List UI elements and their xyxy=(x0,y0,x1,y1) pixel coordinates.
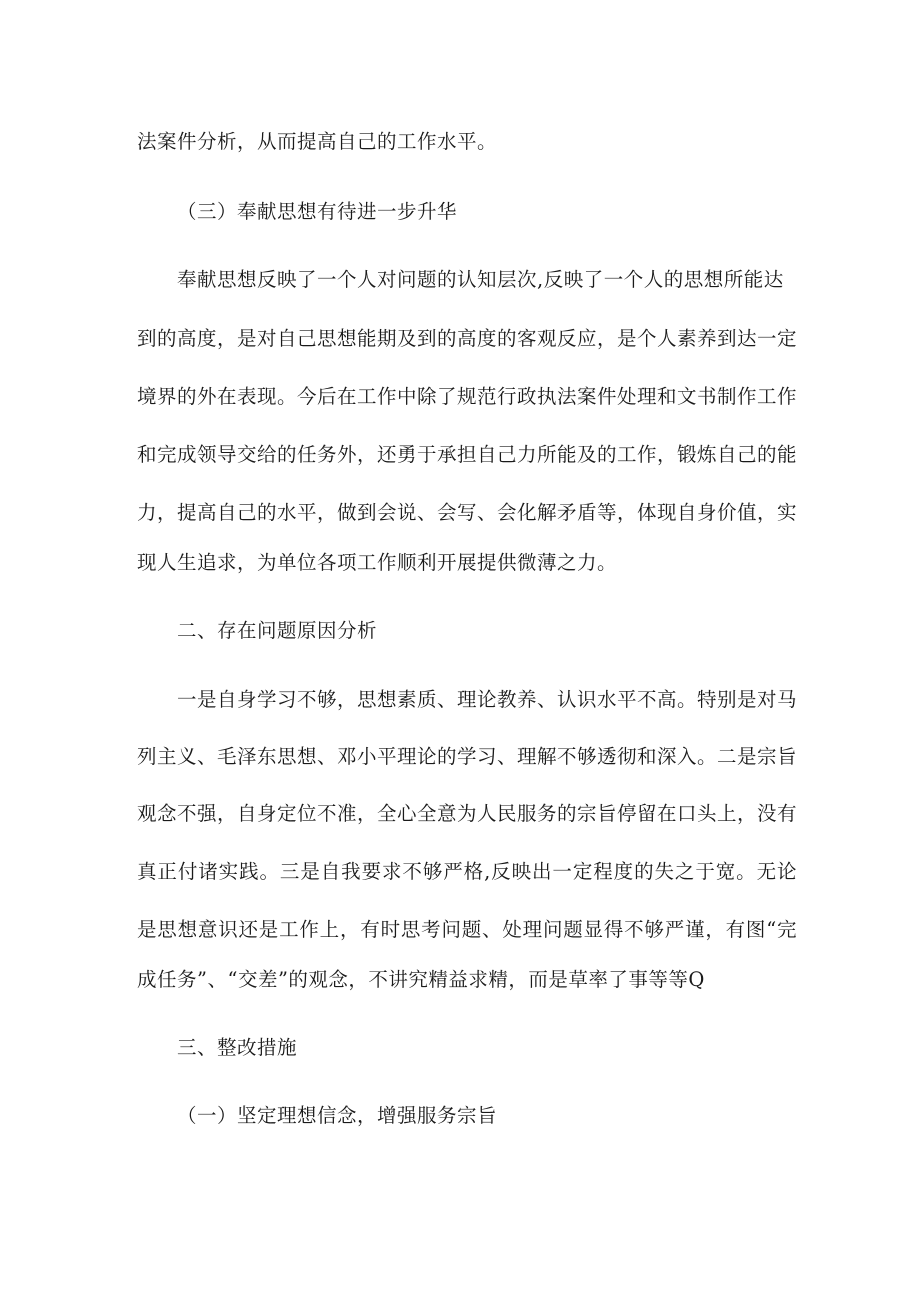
paragraph-line: 列主义、毛泽东思想、邓小平理论的学习、理解不够透彻和深入。二是宗旨 xyxy=(137,745,798,768)
paragraph-line: 境界的外在表现。今后在工作中除了规范行政执法案件处理和文书制作工作 xyxy=(137,385,798,408)
section-heading: 三、整改措施 xyxy=(177,1036,298,1059)
paragraph-line: 力，提高自己的水平，做到会说、会写、会化解矛盾等，体现自身价值，实 xyxy=(137,501,798,524)
paragraph-line: 成任务”、“交差”的观念，不讲究精益求精，而是草率了事等等Q xyxy=(137,968,705,991)
paragraph-line: 观念不强，自身定位不准，全心全意为人民服务的宗旨停留在口头上，没有 xyxy=(137,802,798,825)
section-heading: （三）奉献思想有待进一步升华 xyxy=(177,200,458,223)
paragraph-line: 和完成领导交给的任务外，还勇于承担自己力所能及的工作，锻炼自己的能 xyxy=(137,443,798,466)
paragraph-line: 奉献思想反映了一个人对问题的认知层次,反映了一个人的思想所能达 xyxy=(177,268,784,291)
paragraph-line: 一是自身学习不够，思想素质、理论教养、认识水平不高。特别是对马 xyxy=(177,688,798,711)
paragraph-line: 法案件分析，从而提高自己的工作水平。 xyxy=(137,130,498,153)
paragraph-line: 是思想意识还是工作上，有时思考问题、处理问题显得不够严谨，有图“完 xyxy=(137,918,797,941)
paragraph-line: 现人生追求，为单位各项工作顺利开展提供微薄之力。 xyxy=(137,551,618,574)
paragraph-line: 真正付诸实践。三是自我要求不够严格,反映出一定程度的失之于宽。无论 xyxy=(137,860,797,883)
section-heading: 二、存在问题原因分析 xyxy=(177,619,378,642)
section-heading: （一）坚定理想信念，增强服务宗旨 xyxy=(177,1104,498,1127)
paragraph-line: 到的高度，是对自己思想能期及到的高度的客观反应，是个人素养到达一定 xyxy=(137,327,798,350)
